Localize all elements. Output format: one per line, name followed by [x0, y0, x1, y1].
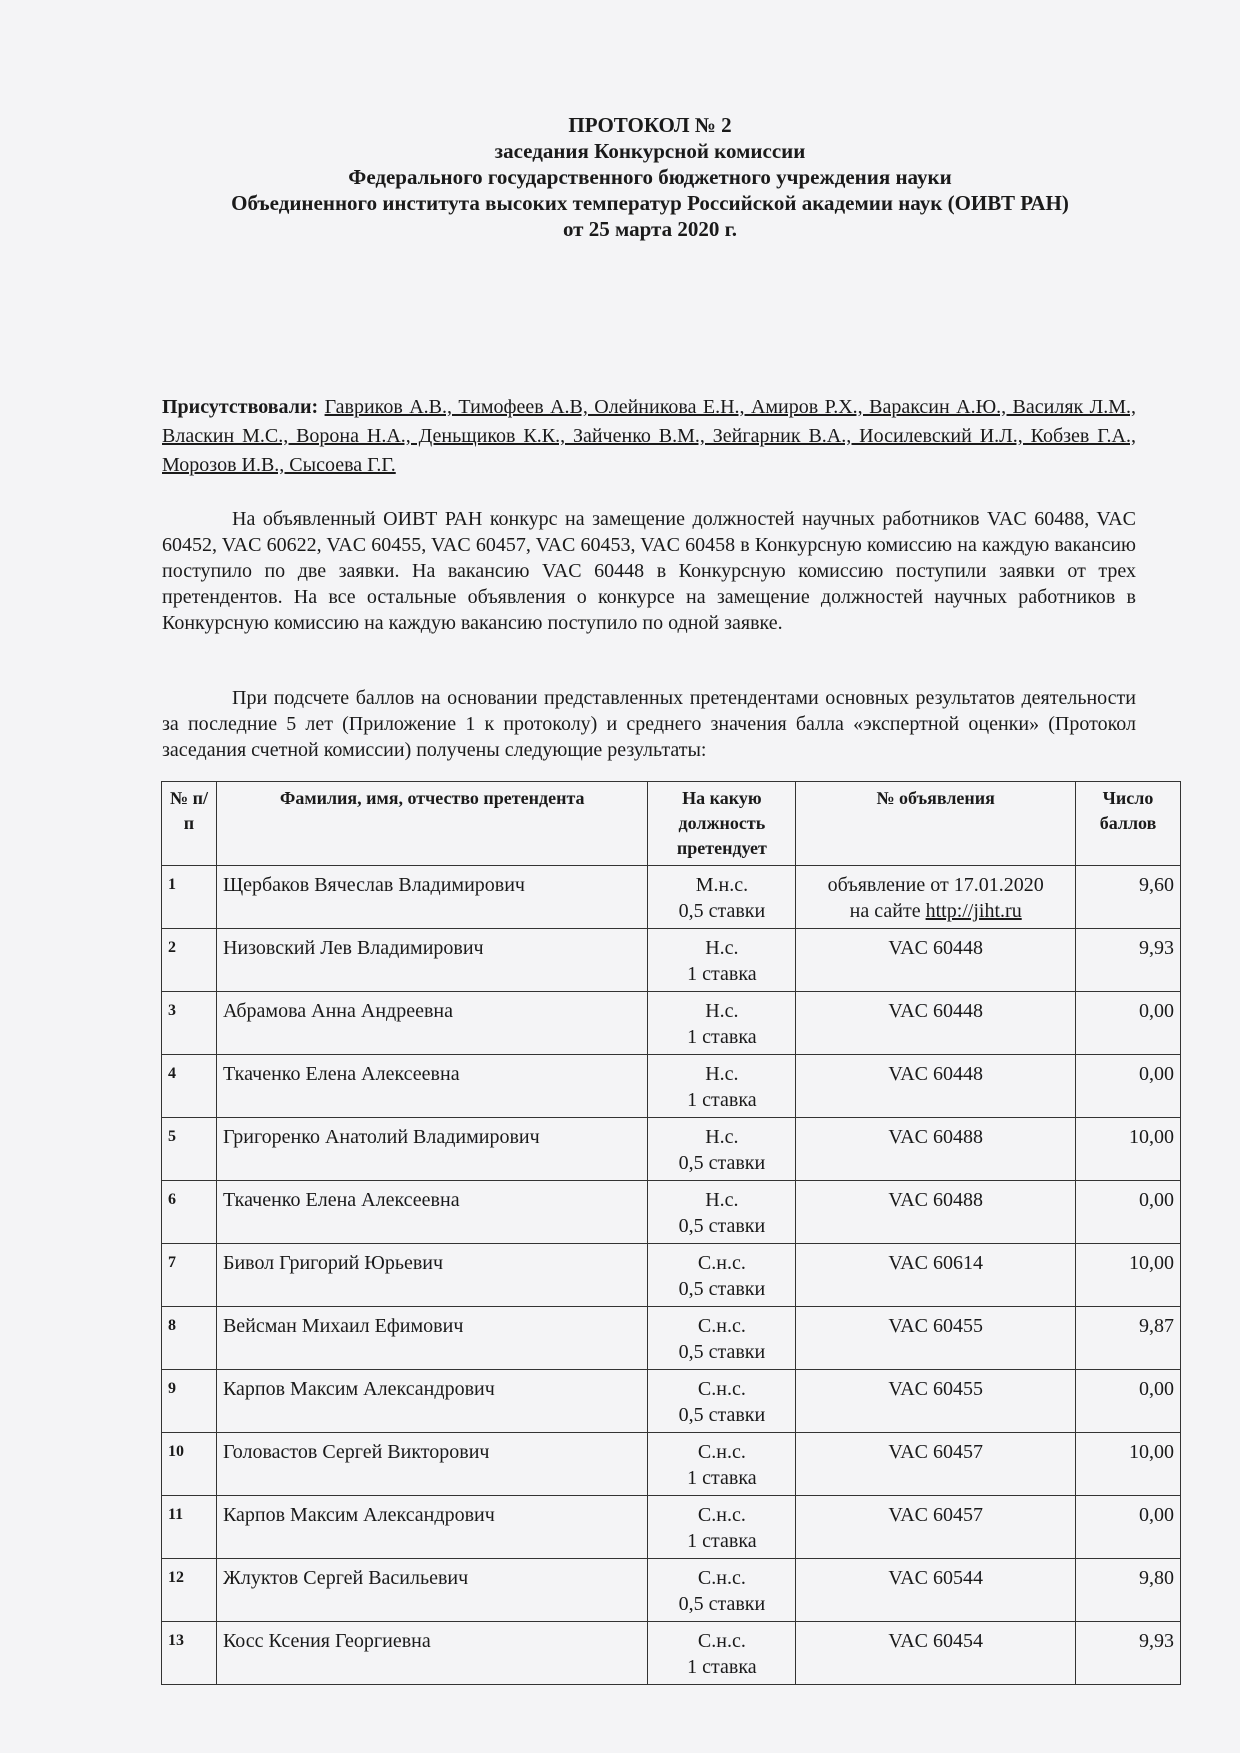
protocol-subtitle: заседания Конкурсной комиссии [494, 139, 806, 163]
vacancy-cell [796, 866, 1076, 929]
score-cell: 0,00 [1076, 1181, 1181, 1244]
position-title: Н.с. [705, 1189, 739, 1211]
score-cell: 0,00 [1076, 1496, 1181, 1559]
organization-line-2: Объединенного института высоких температур Российской академии наук (ОИВТ РАН) [231, 191, 1069, 215]
vacancy-cell [796, 1118, 1076, 1181]
candidate-name: Щербаков Вячеслав Владимирович [216, 866, 647, 929]
row-number: 2 [162, 929, 217, 992]
score-cell: 9,80 [1076, 1559, 1181, 1622]
position-rate: 1 ставка [687, 1467, 757, 1489]
row-number: 12 [162, 1559, 217, 1622]
score-cell: 10,00 [1076, 1244, 1181, 1307]
position-cell [648, 1181, 796, 1244]
row-number: 3 [162, 992, 217, 1055]
table-row [162, 1559, 1181, 1622]
table-row [162, 1118, 1181, 1181]
table-row [162, 1496, 1181, 1559]
row-number: 6 [162, 1181, 217, 1244]
position-cell [648, 1496, 796, 1559]
candidate-name: Вейсман Михаил Ефимович [216, 1307, 647, 1370]
table-row [162, 1370, 1181, 1433]
vacancy-cell [796, 1559, 1076, 1622]
position-cell [648, 1559, 796, 1622]
position-cell [648, 1055, 796, 1118]
protocol-title: ПРОТОКОЛ № 2 [568, 113, 732, 137]
header-num: № п/п [162, 782, 217, 866]
table-row [162, 866, 1181, 929]
position-title: С.н.с. [697, 1630, 746, 1652]
position-title: С.н.с. [697, 1567, 746, 1589]
header-name: Фамилия, имя, отчество претендента [216, 782, 647, 866]
vacancy-cell [796, 1622, 1076, 1685]
vacancy-number: VAC 60455 [888, 1315, 984, 1337]
row-number: 13 [162, 1622, 217, 1685]
table-row [162, 1181, 1181, 1244]
row-number: 7 [162, 1244, 217, 1307]
candidate-name: Жлуктов Сергей Васильевич [216, 1559, 647, 1622]
table-header-row [162, 782, 1181, 866]
vacancy-cell [796, 1433, 1076, 1496]
table-row [162, 1622, 1181, 1685]
candidate-name: Низовский Лев Владимирович [216, 929, 647, 992]
row-number: 9 [162, 1370, 217, 1433]
vacancy-number: VAC 60448 [888, 1063, 984, 1085]
position-title: С.н.с. [697, 1504, 746, 1526]
row-number: 5 [162, 1118, 217, 1181]
row-number: 4 [162, 1055, 217, 1118]
position-cell [648, 992, 796, 1055]
score-cell: 10,00 [1076, 1118, 1181, 1181]
vacancy-number: VAC 60448 [888, 937, 984, 959]
position-rate: 1 ставка [687, 1530, 757, 1552]
vacancy-cell [796, 929, 1076, 992]
vacancy-number: VAC 60454 [888, 1630, 984, 1652]
position-rate: 1 ставка [687, 963, 757, 985]
position-cell [648, 1433, 796, 1496]
candidate-name: Карпов Максим Александрович [216, 1496, 647, 1559]
position-rate: 0,5 ставки [678, 1215, 766, 1237]
vacancy-number: объявление от 17.01.2020 [827, 874, 1044, 896]
position-rate: 0,5 ставки [678, 1593, 766, 1615]
applications-paragraph: На объявленный ОИВТ РАН конкурс на замещение должностей научных работников VAC 60488, VAC 60452, VAC 60622, VAC 60455, VAC 60457, VAC 60453, VAC 60458 в Конкурсную комиссию на каждую вакансию поступило по две заявки. На вакансию VAC 60448 в Конкурсную комиссию поступили заявки от трех претендентов. На все остальные объявления о конкурсе на замещение должностей научных работников в Конкурсную комиссию на каждую вакансию поступило по одной заявке. [162, 508, 1136, 634]
position-rate: 1 ставка [687, 1026, 757, 1048]
position-rate: 0,5 ставки [678, 1152, 766, 1174]
position-title: Н.с. [705, 1000, 739, 1022]
position-cell [648, 1370, 796, 1433]
vacancy-number: VAC 60455 [888, 1378, 984, 1400]
table-row [162, 1433, 1181, 1496]
score-cell: 9,93 [1076, 929, 1181, 992]
header-score: Число баллов [1076, 782, 1181, 866]
candidate-name: Абрамова Анна Андреевна [216, 992, 647, 1055]
results-intro-paragraph: При подсчете баллов на основании представленных претендентами основных результатов деятельности за последние 5 лет (Приложение 1 к протоколу) и среднего значения балла «экспертной оценки» (Протокол заседания счетной комиссии) получены следующие результаты: [162, 687, 1136, 761]
candidate-name: Григоренко Анатолий Владимирович [216, 1118, 647, 1181]
row-number: 11 [162, 1496, 217, 1559]
candidate-name: Карпов Максим Александрович [216, 1370, 647, 1433]
position-cell [648, 866, 796, 929]
vacancy-number: VAC 60614 [888, 1252, 984, 1274]
vacancy-cell [796, 1307, 1076, 1370]
vacancy-number: VAC 60457 [888, 1504, 984, 1526]
row-number: 8 [162, 1307, 217, 1370]
row-number: 1 [162, 866, 217, 929]
position-rate: 0,5 ставки [678, 1278, 766, 1300]
candidate-name: Бивол Григорий Юрьевич [216, 1244, 647, 1307]
position-title: С.н.с. [697, 1378, 746, 1400]
table-row [162, 1244, 1181, 1307]
vacancy-cell [796, 1181, 1076, 1244]
vacancy-site-text: на сайте [849, 900, 926, 922]
vacancy-cell [796, 1244, 1076, 1307]
vacancy-number: VAC 60544 [888, 1567, 984, 1589]
results-table [161, 781, 1181, 1685]
header-position: На какую должность претендует [648, 782, 796, 866]
table-row [162, 1055, 1181, 1118]
position-rate: 1 ставка [687, 1089, 757, 1111]
score-cell: 0,00 [1076, 1370, 1181, 1433]
score-cell: 9,87 [1076, 1307, 1181, 1370]
position-title: М.н.с. [695, 874, 749, 896]
vacancy-cell [796, 1496, 1076, 1559]
vacancy-number: VAC 60488 [888, 1189, 984, 1211]
vacancy-cell [796, 1055, 1076, 1118]
position-title: С.н.с. [697, 1315, 746, 1337]
document-header [150, 112, 1150, 242]
score-cell: 0,00 [1076, 992, 1181, 1055]
protocol-date: от 25 марта 2020 г. [562, 217, 738, 241]
attendees-colon: : [311, 396, 319, 418]
attendees-names: Гавриков А.В., Тимофеев А.В, Олейникова Е.Н., Амиров Р.Х., Вараксин А.Ю., Василяк Л.М., Власкин М.С., Ворона Н.А., Деньщиков К.К., Зайченко В.М., Зейгарник В.А., Иосилевский И.Л., Кобзев Г.А., Морозов И.В., Сысоева Г.Г. [162, 396, 1137, 476]
position-rate: 0,5 ставки [678, 1404, 766, 1426]
position-title: Н.с. [705, 1126, 739, 1148]
position-title: С.н.с. [697, 1252, 746, 1274]
vacancy-number: VAC 60457 [888, 1441, 984, 1463]
position-cell [648, 929, 796, 992]
row-number: 10 [162, 1433, 217, 1496]
vacancy-cell [796, 992, 1076, 1055]
position-cell [648, 1307, 796, 1370]
position-title: Н.с. [705, 937, 739, 959]
position-title: С.н.с. [697, 1441, 746, 1463]
attendees-paragraph [162, 393, 1136, 480]
score-cell: 0,00 [1076, 1055, 1181, 1118]
candidate-name: Ткаченко Елена Алексеевна [216, 1055, 647, 1118]
vacancy-cell [796, 1370, 1076, 1433]
position-rate: 0,5 ставки [678, 900, 766, 922]
candidate-name: Косс Ксения Георгиевна [216, 1622, 647, 1685]
attendees-label: Присутствовали [162, 396, 312, 418]
vacancy-number: VAC 60448 [888, 1000, 984, 1022]
organization-line-1: Федерального государственного бюджетного учреждения науки [348, 165, 952, 189]
score-cell: 10,00 [1076, 1433, 1181, 1496]
candidate-name: Ткаченко Елена Алексеевна [216, 1181, 647, 1244]
score-cell: 9,93 [1076, 1622, 1181, 1685]
header-vacancy: № объявления [796, 782, 1076, 866]
position-title: Н.с. [705, 1063, 739, 1085]
position-cell [648, 1118, 796, 1181]
position-rate: 0,5 ставки [678, 1341, 766, 1363]
vacancy-number: VAC 60488 [888, 1126, 984, 1148]
position-cell [648, 1244, 796, 1307]
score-cell: 9,60 [1076, 866, 1181, 929]
position-rate: 1 ставка [687, 1656, 757, 1678]
table-row [162, 1307, 1181, 1370]
vacancy-site-link[interactable]: http://jiht.ru [925, 900, 1022, 922]
position-cell [648, 1622, 796, 1685]
candidate-name: Головастов Сергей Викторович [216, 1433, 647, 1496]
table-row [162, 929, 1181, 992]
table-row [162, 992, 1181, 1055]
